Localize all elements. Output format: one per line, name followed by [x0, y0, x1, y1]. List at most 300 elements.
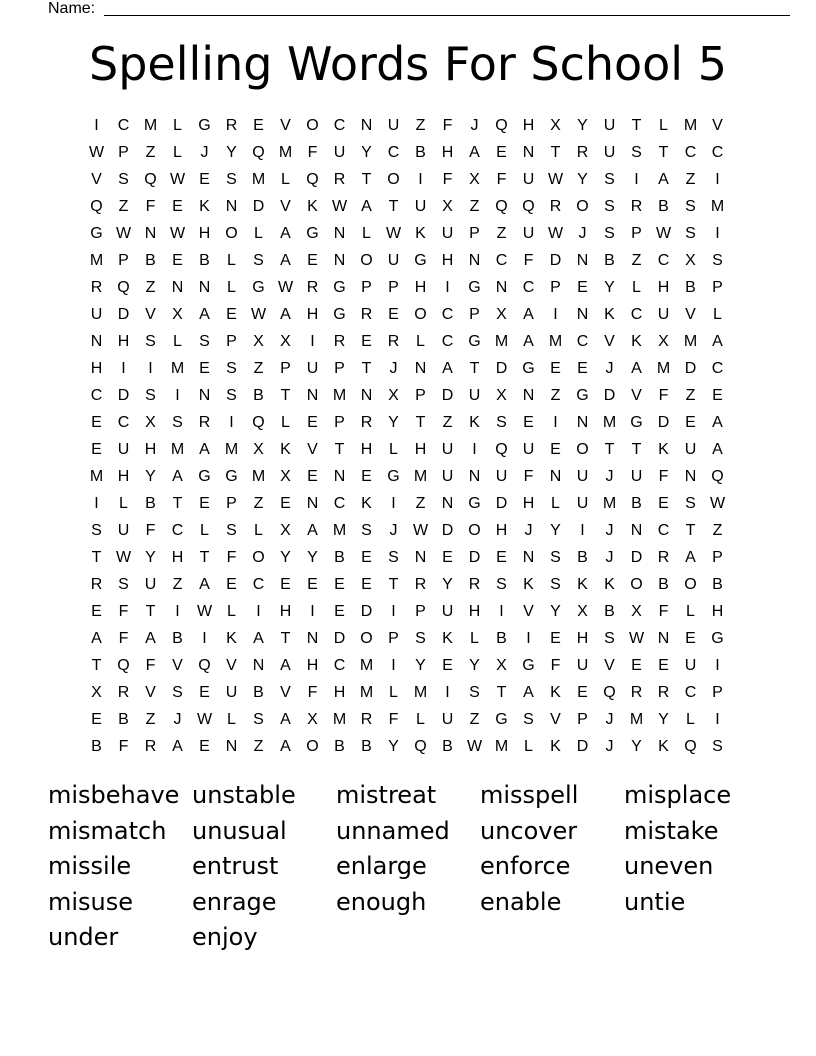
grid-letter: A: [280, 252, 291, 269]
grid-letter: Z: [253, 360, 264, 377]
grid-letter: D: [495, 360, 508, 377]
grid-letter: U: [576, 657, 589, 674]
grid-letter: E: [91, 711, 102, 728]
grid-letter: M: [170, 360, 185, 377]
grid-letter: U: [603, 144, 616, 161]
grid-letter: N: [684, 468, 697, 485]
grid-letter: I: [715, 171, 720, 188]
grid-letter: K: [361, 495, 372, 512]
grid-letter: F: [118, 738, 129, 755]
grid-letter: L: [227, 252, 236, 269]
grid-letter: K: [604, 576, 615, 593]
grid-letter: I: [445, 684, 450, 701]
grid-letter: Z: [469, 711, 480, 728]
grid-letter: L: [686, 603, 695, 620]
grid-letter: D: [684, 360, 697, 377]
grid-letter: U: [333, 144, 346, 161]
grid-letter: L: [389, 441, 398, 458]
grid-letter: S: [469, 684, 480, 701]
name-underline: [104, 15, 790, 16]
grid-letter: I: [175, 387, 180, 404]
grid-letter: D: [360, 603, 373, 620]
grid-letter: X: [685, 252, 696, 269]
grid-letter: T: [280, 387, 291, 404]
grid-letter: J: [605, 360, 614, 377]
grid-letter: H: [657, 279, 670, 296]
grid-letter: G: [90, 225, 103, 242]
grid-letter: Z: [550, 387, 561, 404]
grid-letter: G: [414, 252, 427, 269]
grid-letter: M: [89, 252, 104, 269]
grid-letter: F: [307, 684, 318, 701]
grid-letter: J: [173, 711, 182, 728]
grid-letter: Z: [118, 198, 129, 215]
word-bank-item: enrage: [192, 887, 277, 916]
grid-letter: V: [91, 171, 102, 188]
grid-letter: N: [333, 252, 346, 269]
grid-letter: I: [580, 522, 585, 539]
grid-letter: V: [145, 684, 156, 701]
grid-letter: D: [117, 306, 130, 323]
grid-letter: B: [631, 495, 642, 512]
grid-letter: S: [604, 630, 615, 647]
grid-letter: B: [577, 549, 588, 566]
grid-letter: V: [712, 117, 723, 134]
grid-letter: E: [199, 495, 210, 512]
grid-letter: E: [91, 414, 102, 431]
grid-letter: X: [469, 171, 480, 188]
grid-letter: O: [225, 225, 238, 242]
grid-letter: O: [630, 576, 643, 593]
grid-letter: S: [253, 711, 264, 728]
grid-letter: R: [468, 576, 481, 593]
grid-letter: D: [603, 387, 616, 404]
grid-letter: L: [254, 225, 263, 242]
grid-letter: M: [494, 333, 509, 350]
grid-letter: N: [225, 738, 238, 755]
grid-letter: M: [359, 657, 374, 674]
grid-letter: B: [658, 198, 669, 215]
grid-letter: T: [496, 684, 507, 701]
grid-letter: X: [388, 387, 399, 404]
grid-letter: U: [468, 387, 481, 404]
grid-letter: R: [630, 198, 643, 215]
grid-letter: C: [657, 252, 670, 269]
grid-letter: I: [715, 711, 720, 728]
grid-letter: C: [90, 387, 103, 404]
grid-letter: A: [280, 225, 291, 242]
grid-letter: T: [145, 603, 156, 620]
grid-letter: A: [361, 198, 372, 215]
grid-letter: Y: [442, 576, 453, 593]
grid-letter: T: [91, 549, 102, 566]
grid-letter: P: [469, 225, 480, 242]
grid-letter: G: [333, 306, 346, 323]
grid-letter: O: [306, 117, 319, 134]
grid-letter: N: [252, 657, 265, 674]
grid-letter: W: [196, 603, 213, 620]
grid-letter: K: [307, 198, 318, 215]
word-bank-item: mismatch: [48, 816, 167, 845]
grid-letter: P: [361, 279, 372, 296]
grid-letter: W: [115, 225, 132, 242]
grid-letter: E: [550, 441, 561, 458]
grid-letter: T: [388, 576, 399, 593]
grid-letter: R: [225, 117, 238, 134]
grid-letter: E: [361, 576, 372, 593]
grid-letter: P: [415, 387, 426, 404]
grid-letter: N: [522, 549, 535, 566]
word-bank-item: enforce: [480, 852, 571, 880]
grid-letter: P: [631, 225, 642, 242]
grid-letter: I: [418, 171, 423, 188]
grid-letter: E: [199, 171, 210, 188]
grid-letter: U: [684, 657, 697, 674]
grid-letter: Y: [577, 117, 588, 134]
grid-letter: Y: [145, 549, 156, 566]
grid-letter: M: [332, 387, 347, 404]
grid-letter: U: [630, 468, 643, 485]
grid-letter: O: [360, 630, 373, 647]
grid-letter: X: [280, 522, 291, 539]
grid-letter: V: [523, 603, 534, 620]
grid-letter: R: [657, 549, 670, 566]
grid-letter: M: [143, 117, 158, 134]
grid-letter: H: [468, 603, 481, 620]
grid-letter: B: [118, 711, 129, 728]
grid-letter: F: [145, 198, 156, 215]
grid-letter: W: [709, 495, 726, 512]
grid-letter: G: [306, 225, 319, 242]
grid-letter: S: [631, 144, 642, 161]
grid-letter: Q: [198, 657, 211, 674]
grid-letter: Z: [415, 117, 426, 134]
grid-letter: D: [576, 738, 589, 755]
grid-letter: A: [280, 657, 291, 674]
grid-letter: V: [280, 198, 291, 215]
grid-letter: H: [360, 441, 373, 458]
grid-letter: B: [145, 495, 156, 512]
grid-letter: N: [144, 225, 157, 242]
grid-letter: R: [657, 684, 670, 701]
grid-letter: V: [145, 306, 156, 323]
grid-letter: E: [442, 657, 453, 674]
word-bank-item: unnamed: [336, 816, 450, 845]
grid-letter: I: [634, 171, 639, 188]
grid-letter: T: [631, 441, 642, 458]
grid-letter: X: [253, 333, 264, 350]
grid-letter: O: [360, 252, 373, 269]
grid-letter: M: [332, 711, 347, 728]
grid-letter: E: [712, 387, 723, 404]
grid-letter: H: [306, 306, 319, 323]
grid-letter: F: [658, 468, 669, 485]
grid-letter: T: [361, 171, 372, 188]
grid-letter: W: [277, 279, 294, 296]
grid-letter: I: [310, 333, 315, 350]
grid-letter: L: [551, 495, 560, 512]
grid-letter: W: [331, 198, 348, 215]
grid-letter: F: [442, 171, 453, 188]
grid-letter: Y: [550, 522, 561, 539]
grid-letter: B: [361, 738, 372, 755]
grid-letter: P: [118, 252, 129, 269]
grid-letter: H: [333, 684, 346, 701]
grid-letter: W: [169, 225, 186, 242]
grid-letter: Z: [145, 711, 156, 728]
grid-letter: H: [117, 333, 130, 350]
grid-letter: M: [89, 468, 104, 485]
grid-letter: L: [470, 630, 479, 647]
grid-letter: K: [199, 198, 210, 215]
grid-letter: X: [145, 414, 156, 431]
grid-letter: E: [172, 198, 183, 215]
grid-letter: N: [576, 306, 589, 323]
grid-letter: J: [605, 522, 614, 539]
grid-letter: N: [360, 387, 373, 404]
grid-letter: V: [226, 657, 237, 674]
grid-letter: A: [469, 144, 480, 161]
grid-letter: Q: [252, 414, 265, 431]
grid-letter: P: [577, 711, 588, 728]
grid-letter: E: [361, 333, 372, 350]
grid-letter: N: [171, 279, 184, 296]
grid-letter: I: [715, 225, 720, 242]
grid-letter: I: [202, 630, 207, 647]
grid-letter: U: [306, 360, 319, 377]
grid-letter: H: [441, 144, 454, 161]
grid-letter: T: [685, 522, 696, 539]
grid-letter: I: [94, 117, 99, 134]
grid-letter: N: [360, 117, 373, 134]
grid-letter: C: [171, 522, 184, 539]
grid-letter: M: [602, 414, 617, 431]
grid-letter: F: [145, 657, 156, 674]
grid-letter: X: [280, 333, 291, 350]
grid-letter: T: [604, 441, 615, 458]
grid-letter: C: [441, 333, 454, 350]
grid-letter: E: [307, 252, 318, 269]
word-bank-item: misbehave: [48, 781, 180, 809]
grid-letter: E: [361, 549, 372, 566]
grid-letter: S: [550, 549, 561, 566]
grid-letter: G: [468, 333, 481, 350]
grid-letter: K: [550, 684, 561, 701]
grid-letter: E: [226, 576, 237, 593]
grid-letter: V: [307, 441, 318, 458]
grid-letter: K: [658, 441, 669, 458]
grid-letter: H: [144, 441, 157, 458]
grid-letter: B: [442, 738, 453, 755]
grid-letter: T: [550, 144, 561, 161]
grid-letter: T: [334, 441, 345, 458]
grid-letter: Y: [307, 549, 318, 566]
grid-letter: U: [117, 441, 130, 458]
grid-letter: U: [90, 306, 103, 323]
grid-letter: Q: [684, 738, 697, 755]
grid-letter: A: [712, 333, 723, 350]
grid-letter: B: [334, 738, 345, 755]
grid-letter: T: [388, 198, 399, 215]
grid-letter: L: [416, 333, 425, 350]
word-bank-item: misuse: [48, 887, 134, 916]
grid-letter: Z: [469, 198, 480, 215]
grid-letter: I: [94, 495, 99, 512]
grid-letter: C: [495, 252, 508, 269]
grid-letter: S: [145, 333, 156, 350]
grid-letter: A: [145, 630, 156, 647]
grid-letter: A: [523, 333, 534, 350]
grid-letter: R: [90, 279, 103, 296]
grid-letter: A: [442, 360, 453, 377]
word-bank-item: misplace: [624, 781, 732, 809]
grid-letter: H: [414, 441, 427, 458]
word-bank-item: enable: [480, 887, 562, 916]
grid-letter: J: [200, 144, 209, 161]
grid-letter: W: [466, 738, 483, 755]
grid-letter: H: [279, 603, 292, 620]
grid-letter: I: [526, 630, 531, 647]
grid-letter: W: [88, 144, 105, 161]
grid-letter: X: [91, 684, 102, 701]
grid-letter: H: [576, 630, 589, 647]
grid-letter: W: [169, 171, 186, 188]
grid-letter: M: [251, 468, 266, 485]
grid-letter: N: [225, 198, 238, 215]
grid-letter: F: [496, 171, 507, 188]
grid-letter: A: [199, 306, 210, 323]
grid-letter: S: [685, 225, 696, 242]
grid-letter: B: [253, 684, 264, 701]
grid-letter: S: [604, 198, 615, 215]
grid-letter: F: [226, 549, 237, 566]
grid-letter: K: [577, 576, 588, 593]
grid-letter: Z: [253, 738, 264, 755]
grid-letter: N: [468, 252, 481, 269]
grid-letter: N: [657, 630, 670, 647]
grid-letter: X: [550, 117, 561, 134]
grid-letter: Q: [495, 198, 508, 215]
grid-letter: E: [523, 414, 534, 431]
grid-letter: Y: [145, 468, 156, 485]
grid-letter: A: [685, 549, 696, 566]
grid-letter: E: [577, 360, 588, 377]
word-bank-item: missile: [48, 852, 132, 880]
grid-letter: N: [495, 279, 508, 296]
grid-letter: N: [630, 522, 643, 539]
grid-letter: P: [469, 306, 480, 323]
grid-letter: U: [576, 468, 589, 485]
grid-letter: S: [253, 252, 264, 269]
grid-letter: I: [229, 414, 234, 431]
grid-letter: G: [630, 414, 643, 431]
grid-letter: X: [172, 306, 183, 323]
grid-letter: S: [226, 171, 237, 188]
grid-letter: E: [199, 738, 210, 755]
grid-letter: U: [576, 495, 589, 512]
grid-letter: T: [631, 117, 642, 134]
page-title: Spelling Words For School 5: [89, 37, 727, 91]
grid-letter: Q: [252, 144, 265, 161]
grid-letter: Q: [495, 117, 508, 134]
grid-letter: U: [657, 306, 670, 323]
grid-letter: F: [658, 387, 669, 404]
grid-letter: D: [495, 495, 508, 512]
grid-letter: T: [415, 414, 426, 431]
grid-letter: U: [441, 441, 454, 458]
grid-letter: A: [199, 576, 210, 593]
grid-letter: Q: [603, 684, 616, 701]
grid-letter: P: [118, 144, 129, 161]
grid-letter: K: [280, 441, 291, 458]
grid-letter: S: [415, 630, 426, 647]
grid-letter: Z: [172, 576, 183, 593]
grid-letter: I: [553, 414, 558, 431]
grid-letter: L: [119, 495, 128, 512]
grid-letter: U: [441, 225, 454, 242]
grid-letter: X: [631, 603, 642, 620]
grid-letter: B: [91, 738, 102, 755]
grid-letter: D: [252, 198, 265, 215]
grid-letter: X: [307, 711, 318, 728]
grid-letter: E: [550, 630, 561, 647]
grid-letter: L: [632, 279, 641, 296]
grid-letter: E: [361, 468, 372, 485]
grid-letter: R: [387, 333, 400, 350]
grid-letter: P: [388, 279, 399, 296]
grid-letter: E: [685, 414, 696, 431]
grid-letter: I: [310, 603, 315, 620]
grid-letter: S: [226, 387, 237, 404]
grid-letter: D: [657, 414, 670, 431]
grid-letter: H: [414, 279, 427, 296]
grid-letter: Y: [415, 657, 426, 674]
grid-letter: P: [226, 333, 237, 350]
grid-letter: I: [256, 603, 261, 620]
grid-letter: G: [333, 279, 346, 296]
grid-letter: X: [496, 306, 507, 323]
grid-letter: R: [360, 711, 373, 728]
grid-letter: C: [684, 684, 697, 701]
grid-letter: V: [685, 306, 696, 323]
grid-letter: B: [415, 144, 426, 161]
grid-letter: P: [280, 360, 291, 377]
grid-letter: M: [494, 738, 509, 755]
word-bank-item: entrust: [192, 852, 279, 880]
grid-letter: I: [715, 657, 720, 674]
grid-letter: N: [306, 495, 319, 512]
grid-letter: Z: [145, 144, 156, 161]
grid-letter: Y: [388, 738, 399, 755]
grid-letter: O: [306, 738, 319, 755]
grid-letter: H: [441, 252, 454, 269]
grid-letter: R: [90, 576, 103, 593]
grid-letter: C: [333, 495, 346, 512]
grid-letter: G: [576, 387, 589, 404]
grid-letter: P: [226, 495, 237, 512]
word-bank-item: uneven: [624, 852, 714, 880]
grid-letter: K: [658, 738, 669, 755]
grid-letter: S: [604, 225, 615, 242]
grid-letter: P: [334, 414, 345, 431]
grid-letter: Y: [658, 711, 669, 728]
grid-letter: M: [413, 684, 428, 701]
grid-letter: I: [472, 441, 477, 458]
grid-letter: G: [522, 360, 535, 377]
grid-letter: L: [281, 171, 290, 188]
grid-letter: U: [387, 117, 400, 134]
grid-letter: W: [547, 171, 564, 188]
